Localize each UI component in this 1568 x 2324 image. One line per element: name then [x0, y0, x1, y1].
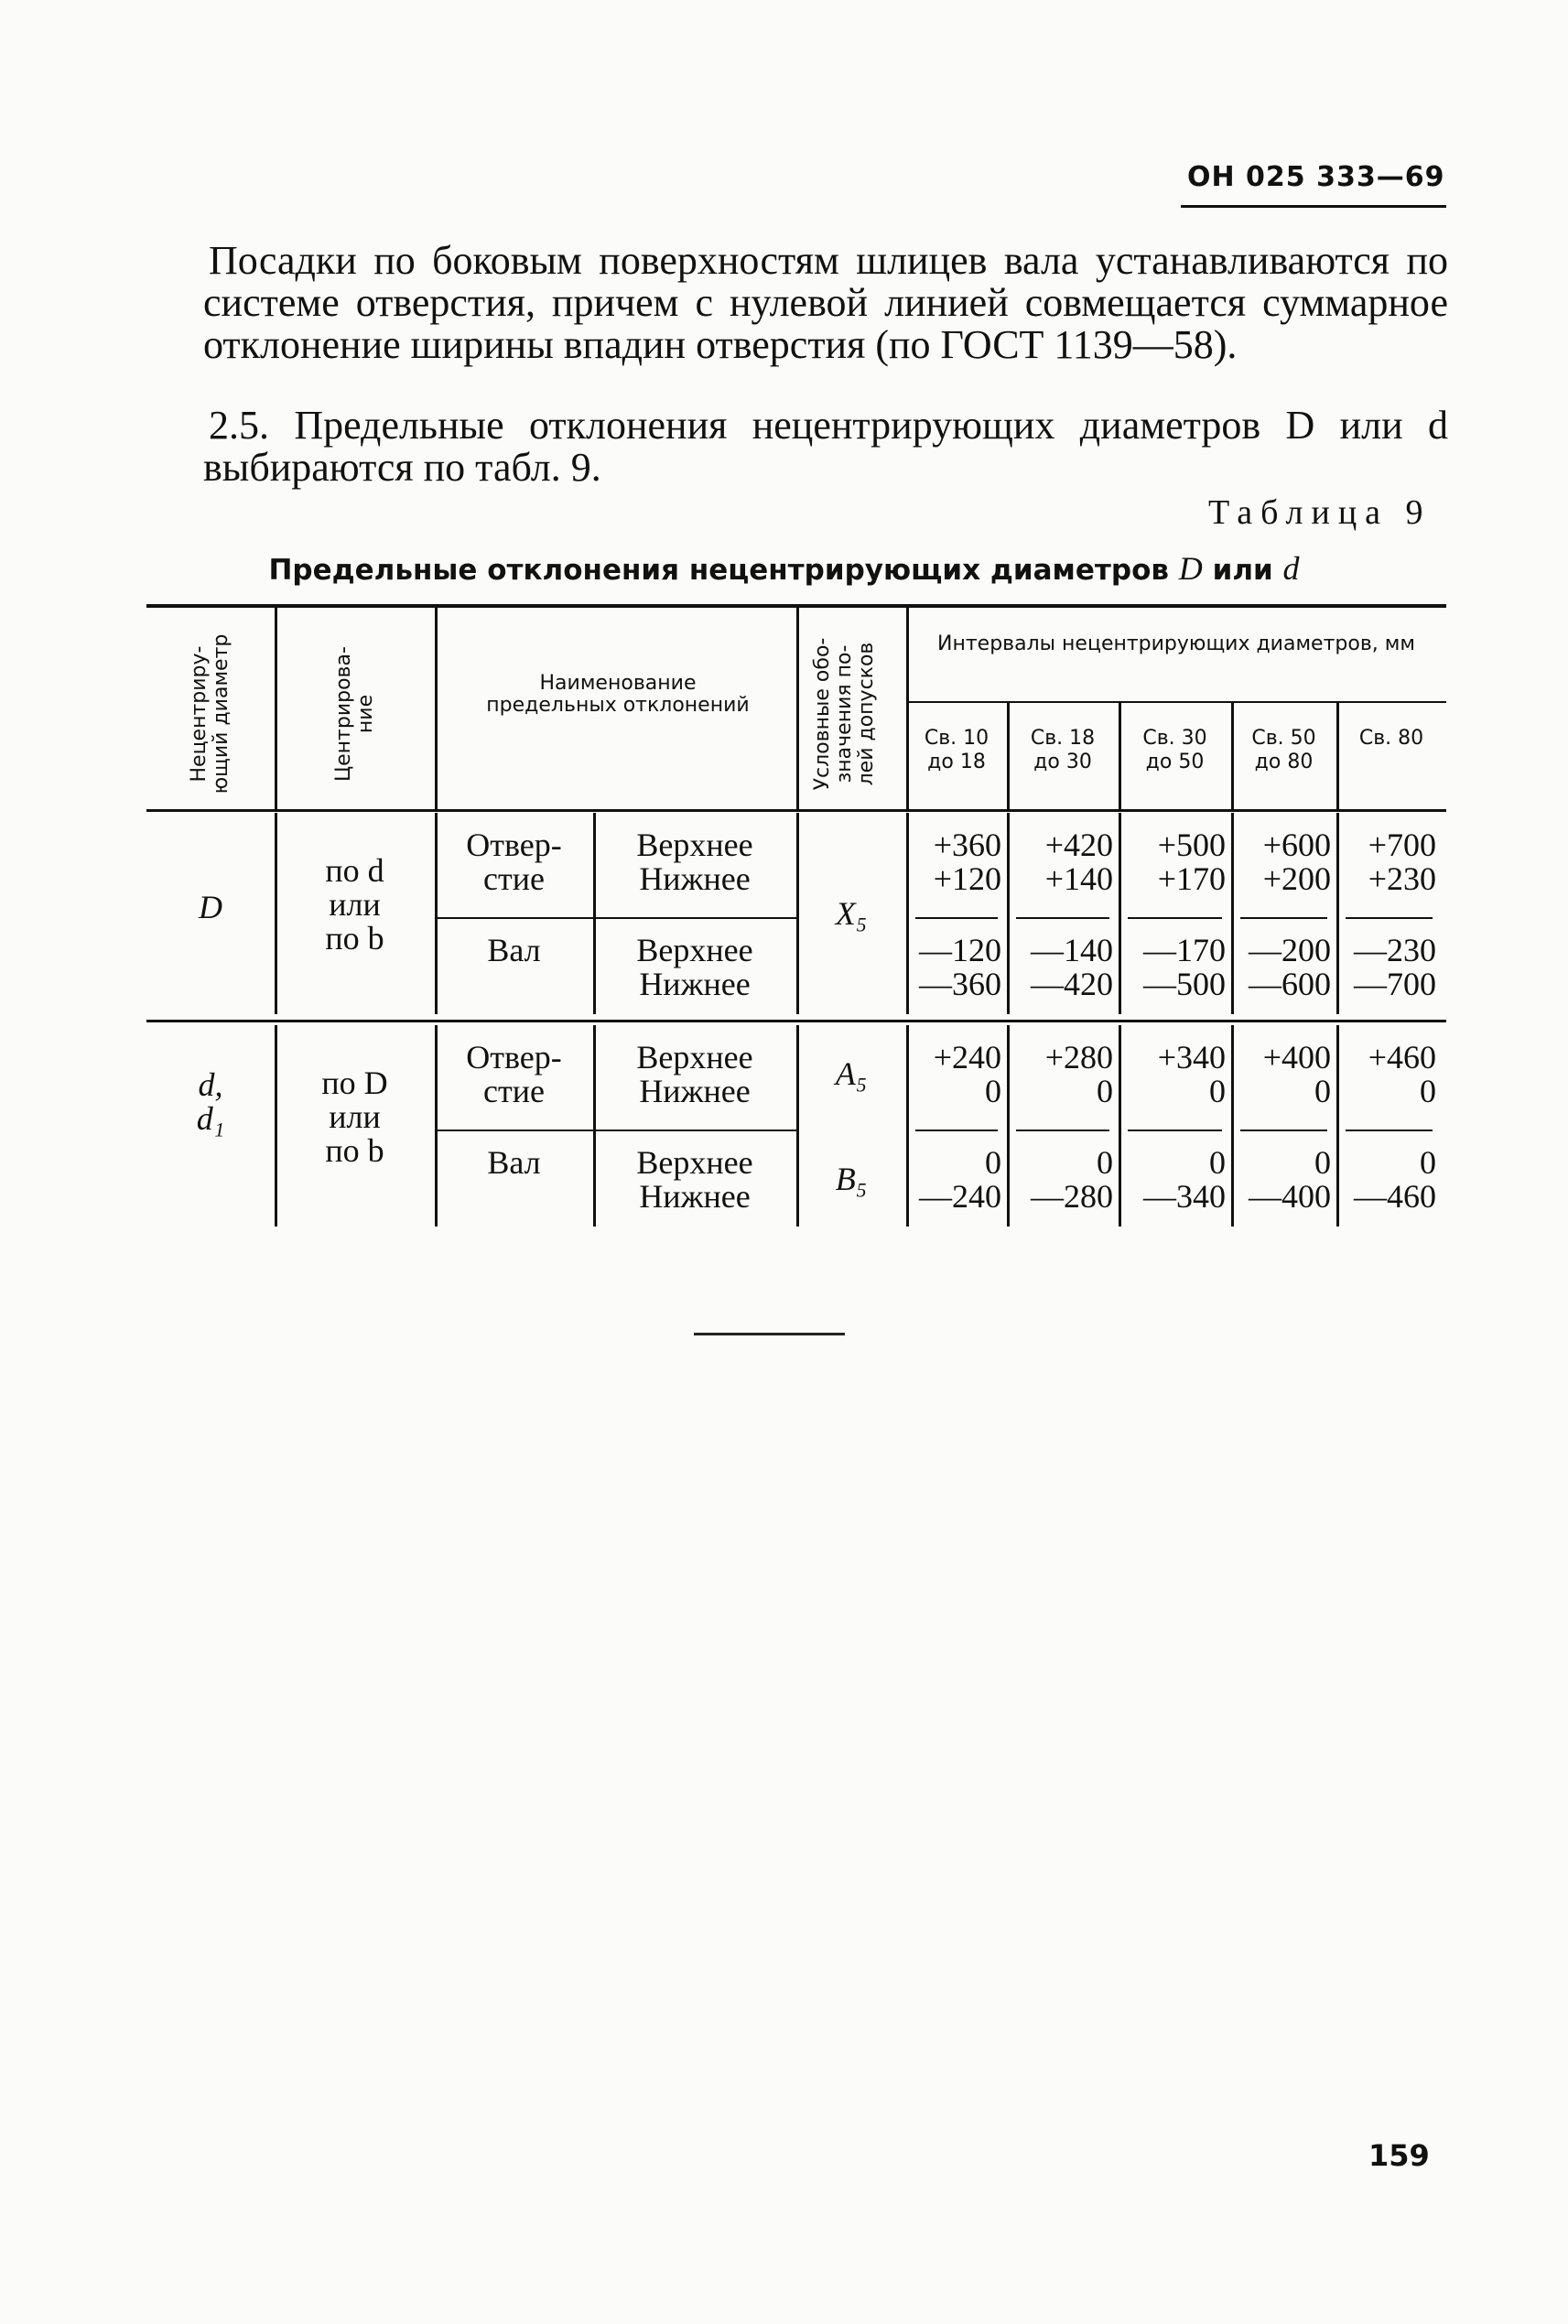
- limit-label: Нижнее: [639, 1073, 751, 1109]
- row-divider: [1128, 1130, 1222, 1131]
- header-interval-from: Св. 18: [1030, 727, 1096, 750]
- tolerance-symbol: X₅: [835, 895, 868, 932]
- diameter-label: D: [199, 889, 222, 925]
- deviation-value: 0: [985, 1144, 1001, 1181]
- end-rule: [694, 1333, 845, 1335]
- deviation-value: +700: [1368, 827, 1436, 863]
- intervals-rule: [906, 701, 1446, 703]
- row-divider: [1128, 917, 1222, 919]
- limit-label: Верхнее: [636, 1144, 753, 1181]
- paragraph-2-5: 2.5. Предельные отклонения нецентрирующих диаметров D или d выбираются по табл. 9.: [203, 403, 1448, 490]
- limit-label: Верхнее: [636, 827, 753, 863]
- limit-label: Нижнее: [639, 966, 751, 1002]
- deviation-value: +340: [1157, 1039, 1226, 1076]
- element-label: Отвер-: [466, 1039, 562, 1076]
- row-divider: [435, 917, 593, 919]
- header-interval-to: до 30: [1033, 751, 1092, 773]
- deviation-value: +120: [933, 860, 1001, 897]
- table-number: Таблица 9: [1208, 493, 1432, 532]
- header-deviation-name: Наименование предельных отклонений: [486, 672, 750, 717]
- row-divider: [915, 1130, 998, 1131]
- deviation-value: +400: [1262, 1039, 1331, 1076]
- centering-label: по b: [325, 1132, 384, 1169]
- deviation-value: +280: [1044, 1039, 1113, 1076]
- deviation-value: —360: [919, 966, 1001, 1002]
- centering-label: по d: [325, 852, 384, 889]
- deviation-value: —340: [1143, 1178, 1226, 1215]
- deviation-value: —120: [919, 932, 1001, 968]
- limit-label: Нижнее: [639, 1178, 751, 1215]
- deviation-value: +460: [1368, 1039, 1436, 1076]
- header-interval-to: до 18: [927, 751, 986, 773]
- header-col-rule: [435, 608, 438, 809]
- header-col-rule: [1336, 703, 1339, 809]
- centering-label: по D: [321, 1065, 388, 1101]
- page-number: 159: [1368, 2138, 1430, 2173]
- deviation-value: +230: [1368, 860, 1436, 897]
- diameter-label: d,: [198, 1066, 223, 1103]
- deviation-value: —280: [1031, 1178, 1113, 1215]
- element-label: стие: [483, 860, 545, 897]
- deviation-value: 0: [1097, 1073, 1113, 1109]
- deviation-value: —700: [1354, 966, 1436, 1002]
- header-intervals: Интервалы нецентрирующих диаметров, мм: [937, 632, 1415, 655]
- header-noncentering-diameter: Нецентриру- ющий диаметр: [188, 633, 232, 794]
- limit-label: Верхнее: [636, 1039, 753, 1076]
- group-divider: [146, 1020, 1446, 1022]
- deviation-value: +140: [1044, 860, 1113, 897]
- deviation-value: +170: [1157, 860, 1226, 897]
- deviation-value: —230: [1354, 932, 1436, 968]
- deviation-value: —400: [1249, 1178, 1331, 1215]
- limit-label: Верхнее: [636, 932, 753, 968]
- deviation-value: —240: [919, 1178, 1001, 1215]
- deviation-value: +240: [933, 1039, 1001, 1076]
- element-label: Вал: [487, 932, 541, 968]
- header-centering: Центрирова- ние: [332, 646, 377, 782]
- table-title-text: Предельные отклонения нецентрирующих диаметров: [268, 554, 1169, 587]
- row-divider: [1346, 1130, 1433, 1131]
- deviation-value: 0: [1420, 1073, 1436, 1109]
- header-interval-to: до 50: [1145, 751, 1205, 773]
- centering-label: или: [329, 1098, 381, 1135]
- row-divider: [1016, 1130, 1109, 1131]
- document-code: ОН 025 333—69: [1187, 161, 1445, 193]
- deviation-value: +500: [1157, 827, 1226, 863]
- deviation-value: —460: [1354, 1178, 1436, 1215]
- deviation-value: +600: [1262, 827, 1331, 863]
- element-label: Вал: [487, 1144, 541, 1181]
- deviation-value: —200: [1249, 932, 1331, 968]
- centering-label: по b: [325, 920, 384, 957]
- row-divider: [593, 917, 796, 919]
- table-title-or: или: [1212, 554, 1273, 587]
- deviation-value: +200: [1262, 860, 1331, 897]
- deviation-value: 0: [1209, 1144, 1226, 1181]
- body-col-rule: [796, 1025, 799, 1227]
- header-interval-from: Св. 50: [1251, 727, 1316, 750]
- element-label: Отвер-: [466, 827, 562, 863]
- tolerance-symbol: B₅: [835, 1161, 868, 1197]
- header-col-rule: [906, 608, 909, 809]
- diameter-sub-label: d₁: [196, 1100, 225, 1137]
- row-divider: [435, 1130, 593, 1131]
- header-interval-from: Св. 10: [924, 727, 989, 750]
- deviation-value: +420: [1044, 827, 1113, 863]
- element-label: стие: [483, 1073, 545, 1109]
- centering-label: или: [329, 886, 381, 923]
- row-divider: [1016, 917, 1109, 919]
- row-divider: [1240, 1130, 1327, 1131]
- deviation-value: —140: [1031, 932, 1113, 968]
- deviation-value: +360: [933, 827, 1001, 863]
- header-col-rule: [275, 608, 277, 809]
- deviation-value: —600: [1249, 966, 1331, 1002]
- deviation-value: 0: [1209, 1073, 1226, 1109]
- deviation-value: 0: [1420, 1144, 1436, 1181]
- deviation-value: —170: [1143, 932, 1226, 968]
- limit-label: Нижнее: [639, 860, 751, 897]
- tolerance-symbol: A₅: [835, 1055, 868, 1092]
- deviation-value: 0: [1314, 1073, 1331, 1109]
- row-divider: [915, 917, 998, 919]
- header-interval-to: до 80: [1254, 751, 1314, 773]
- paragraph-fits: Посадки по боковым поверхностям шлицев вала устанавливаются по системе отверстия, причем с нулевой линией совмещается суммарное отклонение ширины впадин отверстия (по ГОСТ 1139—58).: [203, 238, 1448, 367]
- deviation-value: 0: [985, 1073, 1001, 1109]
- header-interval-from: Св. 80: [1358, 727, 1424, 750]
- row-divider: [1240, 917, 1327, 919]
- table-title-var2: d: [1282, 550, 1300, 587]
- deviation-value: 0: [1097, 1144, 1113, 1181]
- table-title-var1: D: [1178, 550, 1203, 587]
- deviation-value: —500: [1143, 966, 1226, 1002]
- row-divider: [593, 1130, 796, 1131]
- row-divider: [1346, 917, 1433, 919]
- header-tolerance-symbols: Условные обо- значения по- лей допусков: [811, 637, 878, 791]
- header-interval-from: Св. 30: [1142, 727, 1207, 750]
- deviation-value: 0: [1314, 1144, 1331, 1181]
- header-col-rule: [796, 608, 799, 809]
- deviation-value: —420: [1031, 966, 1113, 1002]
